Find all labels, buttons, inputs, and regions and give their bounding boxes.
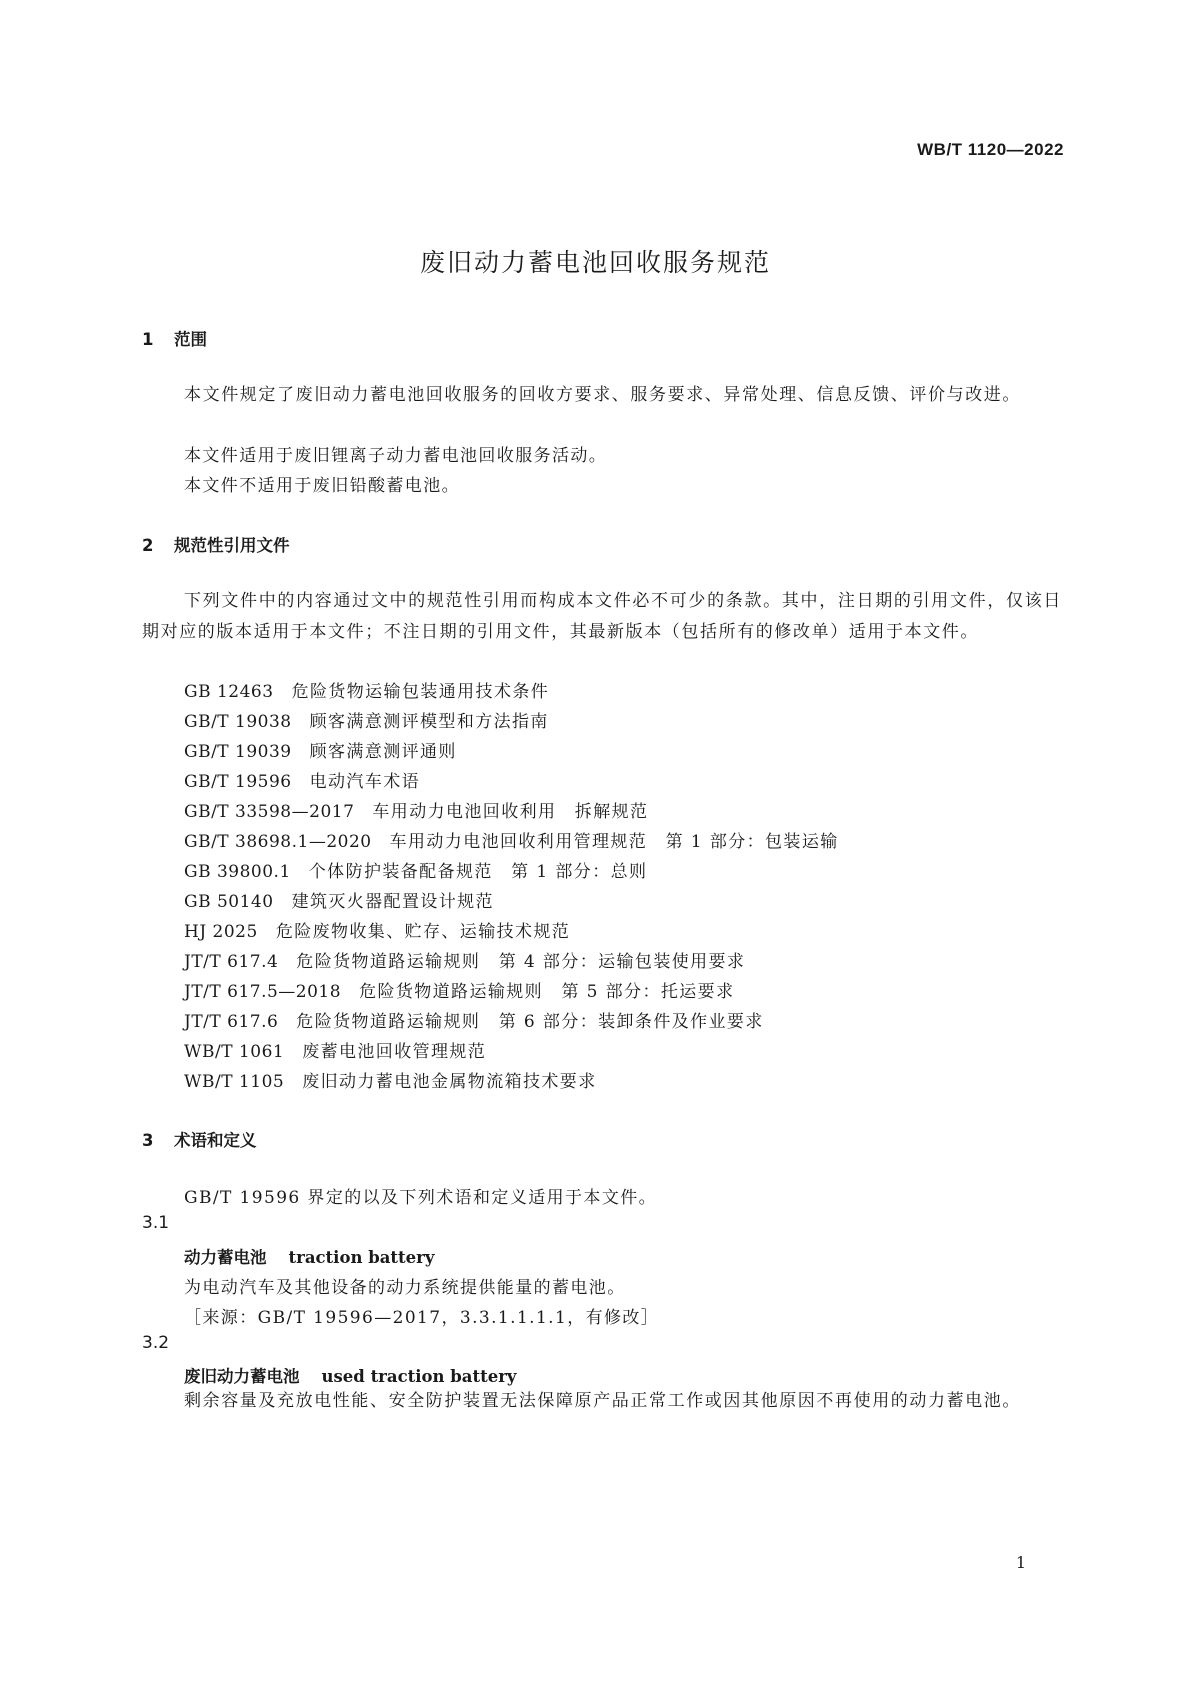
reference-title: 危险货物道路运输规则 第 4 部分：运输包装使用要求 <box>296 952 746 972</box>
normative-refs-intro: 下列文件中的内容通过文中的规范性引用而构成本文件必不可少的条款。其中，注日期的引用文件，仅该日期对应的版本适用于本文件；不注日期的引用文件，其最新版本（包括所有的修改单）适用于本文件。 <box>142 591 1062 642</box>
reference-code: JT/T 617.6 <box>184 1012 279 1032</box>
reference-title: 车用动力电池回收利用管理规范 第 1 部分：包装运输 <box>389 832 839 852</box>
reference-item <box>184 887 494 912</box>
term-number: 3.2 <box>142 1333 170 1353</box>
section-heading-terms <box>142 1127 257 1151</box>
reference-item <box>184 1007 764 1032</box>
reference-code: WB/T 1061 <box>184 1042 285 1062</box>
reference-code: GB/T 38698.1—2020 <box>184 832 372 852</box>
scope-paragraph-2: 本文件适用于废旧锂离子动力蓄电池回收服务活动。 <box>184 446 608 466</box>
reference-code: WB/T 1105 <box>184 1072 285 1092</box>
scope-paragraph-1: 本文件规定了废旧动力蓄电池回收服务的回收方要求、服务要求、异常处理、信息反馈、评价与改进。 <box>184 385 1021 405</box>
reference-title: 建筑灭火器配置设计规范 <box>291 892 494 912</box>
reference-code: GB 50140 <box>184 892 274 912</box>
reference-title: 车用动力电池回收利用 拆解规范 <box>372 802 649 822</box>
term-name-en: traction battery <box>288 1248 435 1267</box>
reference-item <box>184 1067 597 1092</box>
reference-item <box>184 947 745 972</box>
term-name-en: used traction battery <box>321 1367 517 1386</box>
section-title: 范围 <box>174 330 207 349</box>
reference-title: 电动汽车术语 <box>309 772 421 792</box>
term-name-zh: 动力蓄电池 <box>184 1248 267 1267</box>
reference-code: GB 39800.1 <box>184 862 291 882</box>
reference-item <box>184 797 648 822</box>
reference-title: 废旧动力蓄电池金属物流箱技术要求 <box>302 1072 597 1092</box>
reference-title: 危险货物道路运输规则 第 6 部分：装卸条件及作业要求 <box>296 1012 764 1032</box>
reference-item <box>184 1037 486 1062</box>
reference-code: GB/T 33598—2017 <box>184 802 355 822</box>
reference-item <box>184 767 420 792</box>
term-number: 3.1 <box>142 1213 170 1233</box>
section-heading-normative-refs <box>142 532 290 556</box>
section-title: 规范性引用文件 <box>174 536 290 555</box>
reference-item <box>184 827 839 852</box>
reference-code: JT/T 617.5—2018 <box>184 982 342 1002</box>
reference-item <box>184 917 570 942</box>
scope-paragraph-3: 本文件不适用于废旧铅酸蓄电池。 <box>184 476 460 496</box>
term-name-zh: 废旧动力蓄电池 <box>184 1367 300 1386</box>
section-number: 1 <box>142 330 154 349</box>
document-title: 废旧动力蓄电池回收服务规范 <box>419 248 771 277</box>
reference-code: GB 12463 <box>184 682 274 702</box>
term-name <box>184 1363 517 1387</box>
reference-code: JT/T 617.4 <box>184 952 279 972</box>
term-name <box>184 1244 434 1268</box>
reference-title: 个体防护装备配备规范 第 1 部分：总则 <box>308 862 648 882</box>
term-source: ［来源：GB/T 19596—2017，3.3.1.1.1.1，有修改］ <box>184 1308 660 1328</box>
section-number: 3 <box>142 1131 154 1150</box>
reference-title: 危险货物道路运输规则 第 5 部分：托运要求 <box>359 982 735 1002</box>
reference-item <box>184 677 549 702</box>
reference-item <box>184 857 647 882</box>
term-definition: 为电动汽车及其他设备的动力系统提供能量的蓄电池。 <box>184 1278 626 1298</box>
reference-code: HJ 2025 <box>184 922 258 942</box>
reference-item <box>184 977 735 1002</box>
reference-title: 顾客满意测评通则 <box>309 742 457 762</box>
page-number: 1 <box>1015 1553 1026 1572</box>
reference-item <box>184 707 549 732</box>
terms-intro: GB/T 19596 界定的以及下列术语和定义适用于本文件。 <box>184 1188 658 1208</box>
reference-title: 顾客满意测评模型和方法指南 <box>309 712 549 732</box>
term-definition: 剩余容量及充放电性能、安全防护装置无法保障原产品正常工作或因其他原因不再使用的动力蓄电池。 <box>184 1391 1021 1411</box>
section-title: 术语和定义 <box>174 1131 257 1150</box>
reference-title: 废蓄电池回收管理规范 <box>302 1042 487 1062</box>
reference-code: GB/T 19038 <box>184 712 292 732</box>
reference-item <box>184 737 457 762</box>
standard-code: WB/T 1120—2022 <box>917 140 1064 159</box>
section-number: 2 <box>142 536 154 555</box>
reference-code: GB/T 19596 <box>184 772 292 792</box>
section-heading-scope <box>142 326 207 350</box>
reference-title: 危险货物运输包装通用技术条件 <box>291 682 550 702</box>
reference-title: 危险废物收集、贮存、运输技术规范 <box>275 922 571 942</box>
reference-code: GB/T 19039 <box>184 742 292 762</box>
